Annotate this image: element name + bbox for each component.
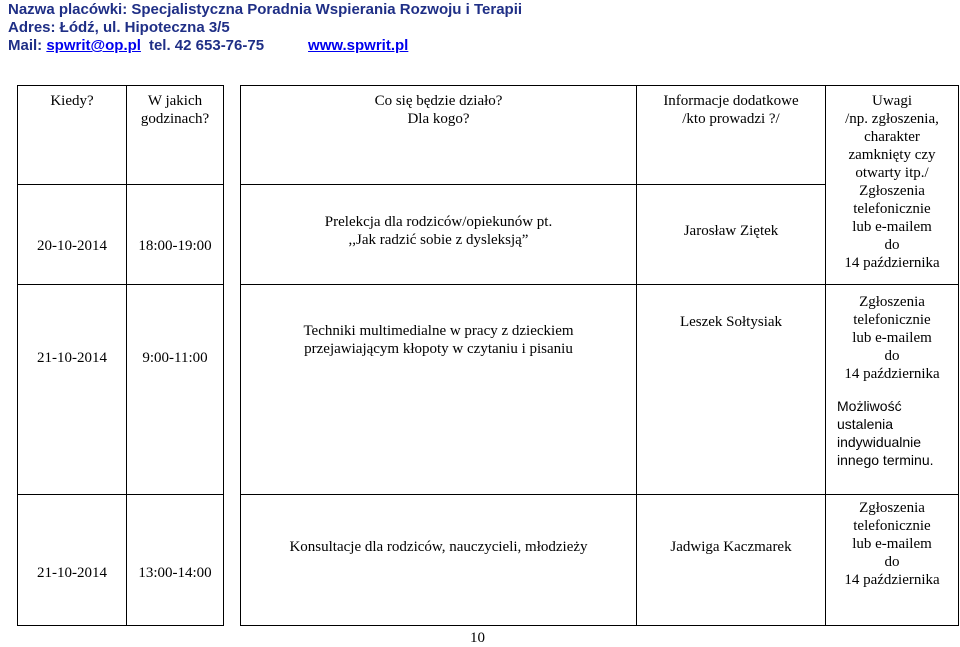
row3-date (17, 494, 127, 626)
event-line: Techniki multimedialne w pracy z dzieckiem (303, 322, 574, 339)
notes-line: 14 października (844, 255, 940, 271)
notes-line: Zgłoszenia (859, 294, 925, 310)
extra-note (837, 397, 947, 469)
notes-line: lub e-mailem (852, 219, 932, 235)
presenter-name: Jadwiga Kaczmarek (670, 538, 792, 555)
header-notes-line: zamknięty czy (848, 147, 936, 163)
row2-who (636, 284, 826, 495)
row1-notes-cell (825, 85, 959, 285)
presenter-name: Jarosław Ziętek (683, 222, 779, 239)
row1-date (17, 184, 127, 285)
row2-notes-cell (825, 284, 959, 495)
row1-who (636, 184, 826, 285)
header-hours-line: godzinach? (140, 111, 210, 127)
notes-line: Zgłoszenia (859, 500, 925, 516)
document-header (8, 1, 522, 55)
time-value: 18:00-19:00 (138, 237, 212, 254)
header-what-line: Co się będzie działo? (374, 93, 503, 109)
row3-notes-cell (825, 494, 959, 626)
header-notes-line: charakter (864, 129, 920, 145)
website-link[interactable]: www.spwrit.pl (308, 37, 409, 54)
extra-note-line: indywidualnie (837, 434, 922, 450)
email-link[interactable]: spwrit@op.pl (46, 37, 141, 54)
notes-line: do (884, 554, 900, 570)
header-notes-line: Uwagi (872, 93, 912, 109)
row3-time (126, 494, 224, 626)
date-value: 20-10-2014 (37, 237, 107, 254)
time-value: 9:00-11:00 (142, 350, 208, 366)
notes-line: Zgłoszenia (859, 183, 925, 199)
row3-who (636, 494, 826, 626)
notes-line: 14 października (844, 572, 940, 588)
notes-line: telefonicznie (853, 312, 931, 328)
row2-time (126, 284, 224, 495)
page-number: 10 (470, 630, 485, 646)
header-when-label: Kiedy? (50, 93, 94, 109)
event-line: przejawiającym kłopoty w czytaniu i pisaniu (304, 340, 573, 357)
row2-what (240, 284, 637, 495)
notes-line: telefonicznie (853, 518, 931, 534)
header-info-line: /kto prowadzi ?/ (682, 111, 780, 127)
notes-line: do (884, 348, 900, 364)
header-info (636, 85, 826, 185)
header-info-line: Informacje dodatkowe (663, 93, 799, 109)
notes-line: lub e-mailem (852, 330, 932, 346)
institution-name: Nazwa placówki: Specjalistyczna Poradnia Wspierania Rozwoju i Terapii (8, 1, 523, 18)
date-value: 21-10-2014 (37, 564, 107, 581)
institution-address: Adres: Łódź, ul. Hipoteczna 3/5 (8, 19, 230, 36)
mail-label: Mail: (8, 37, 43, 54)
header-hours (126, 85, 224, 185)
event-line: Konsultacje dla rodziców, nauczycieli, młodzieży (289, 538, 588, 555)
date-value: 21-10-2014 (37, 350, 107, 366)
notes-line: do (884, 237, 900, 253)
contact-line (8, 37, 522, 55)
extra-note-line: innego terminu. (837, 452, 934, 468)
notes-line: lub e-mailem (852, 536, 932, 552)
header-notes-line: otwarty itp./ (855, 165, 929, 181)
header-what-line: Dla kogo? (407, 111, 470, 127)
notes-line: 14 października (844, 366, 940, 382)
header-what (240, 85, 637, 185)
row3-what (240, 494, 637, 626)
extra-note-line: ustalenia (837, 416, 894, 432)
event-line: ,,Jak radzić sobie z dysleksją” (348, 231, 529, 248)
row2-date (17, 284, 127, 495)
time-value: 13:00-14:00 (138, 564, 212, 581)
extra-note-line: Możliwość (837, 398, 902, 414)
event-line: Prelekcja dla rodziców/opiekunów pt. (324, 213, 553, 230)
phone-number: tel. 42 653-76-75 (148, 37, 265, 54)
row1-time (126, 184, 224, 285)
header-when (17, 85, 127, 185)
presenter-name: Leszek Sołtysiak (679, 313, 783, 330)
notes-line: telefonicznie (853, 201, 931, 217)
header-hours-line: W jakich (147, 93, 203, 109)
header-notes-line: /np. zgłoszenia, (845, 111, 939, 127)
row1-what (240, 184, 637, 285)
